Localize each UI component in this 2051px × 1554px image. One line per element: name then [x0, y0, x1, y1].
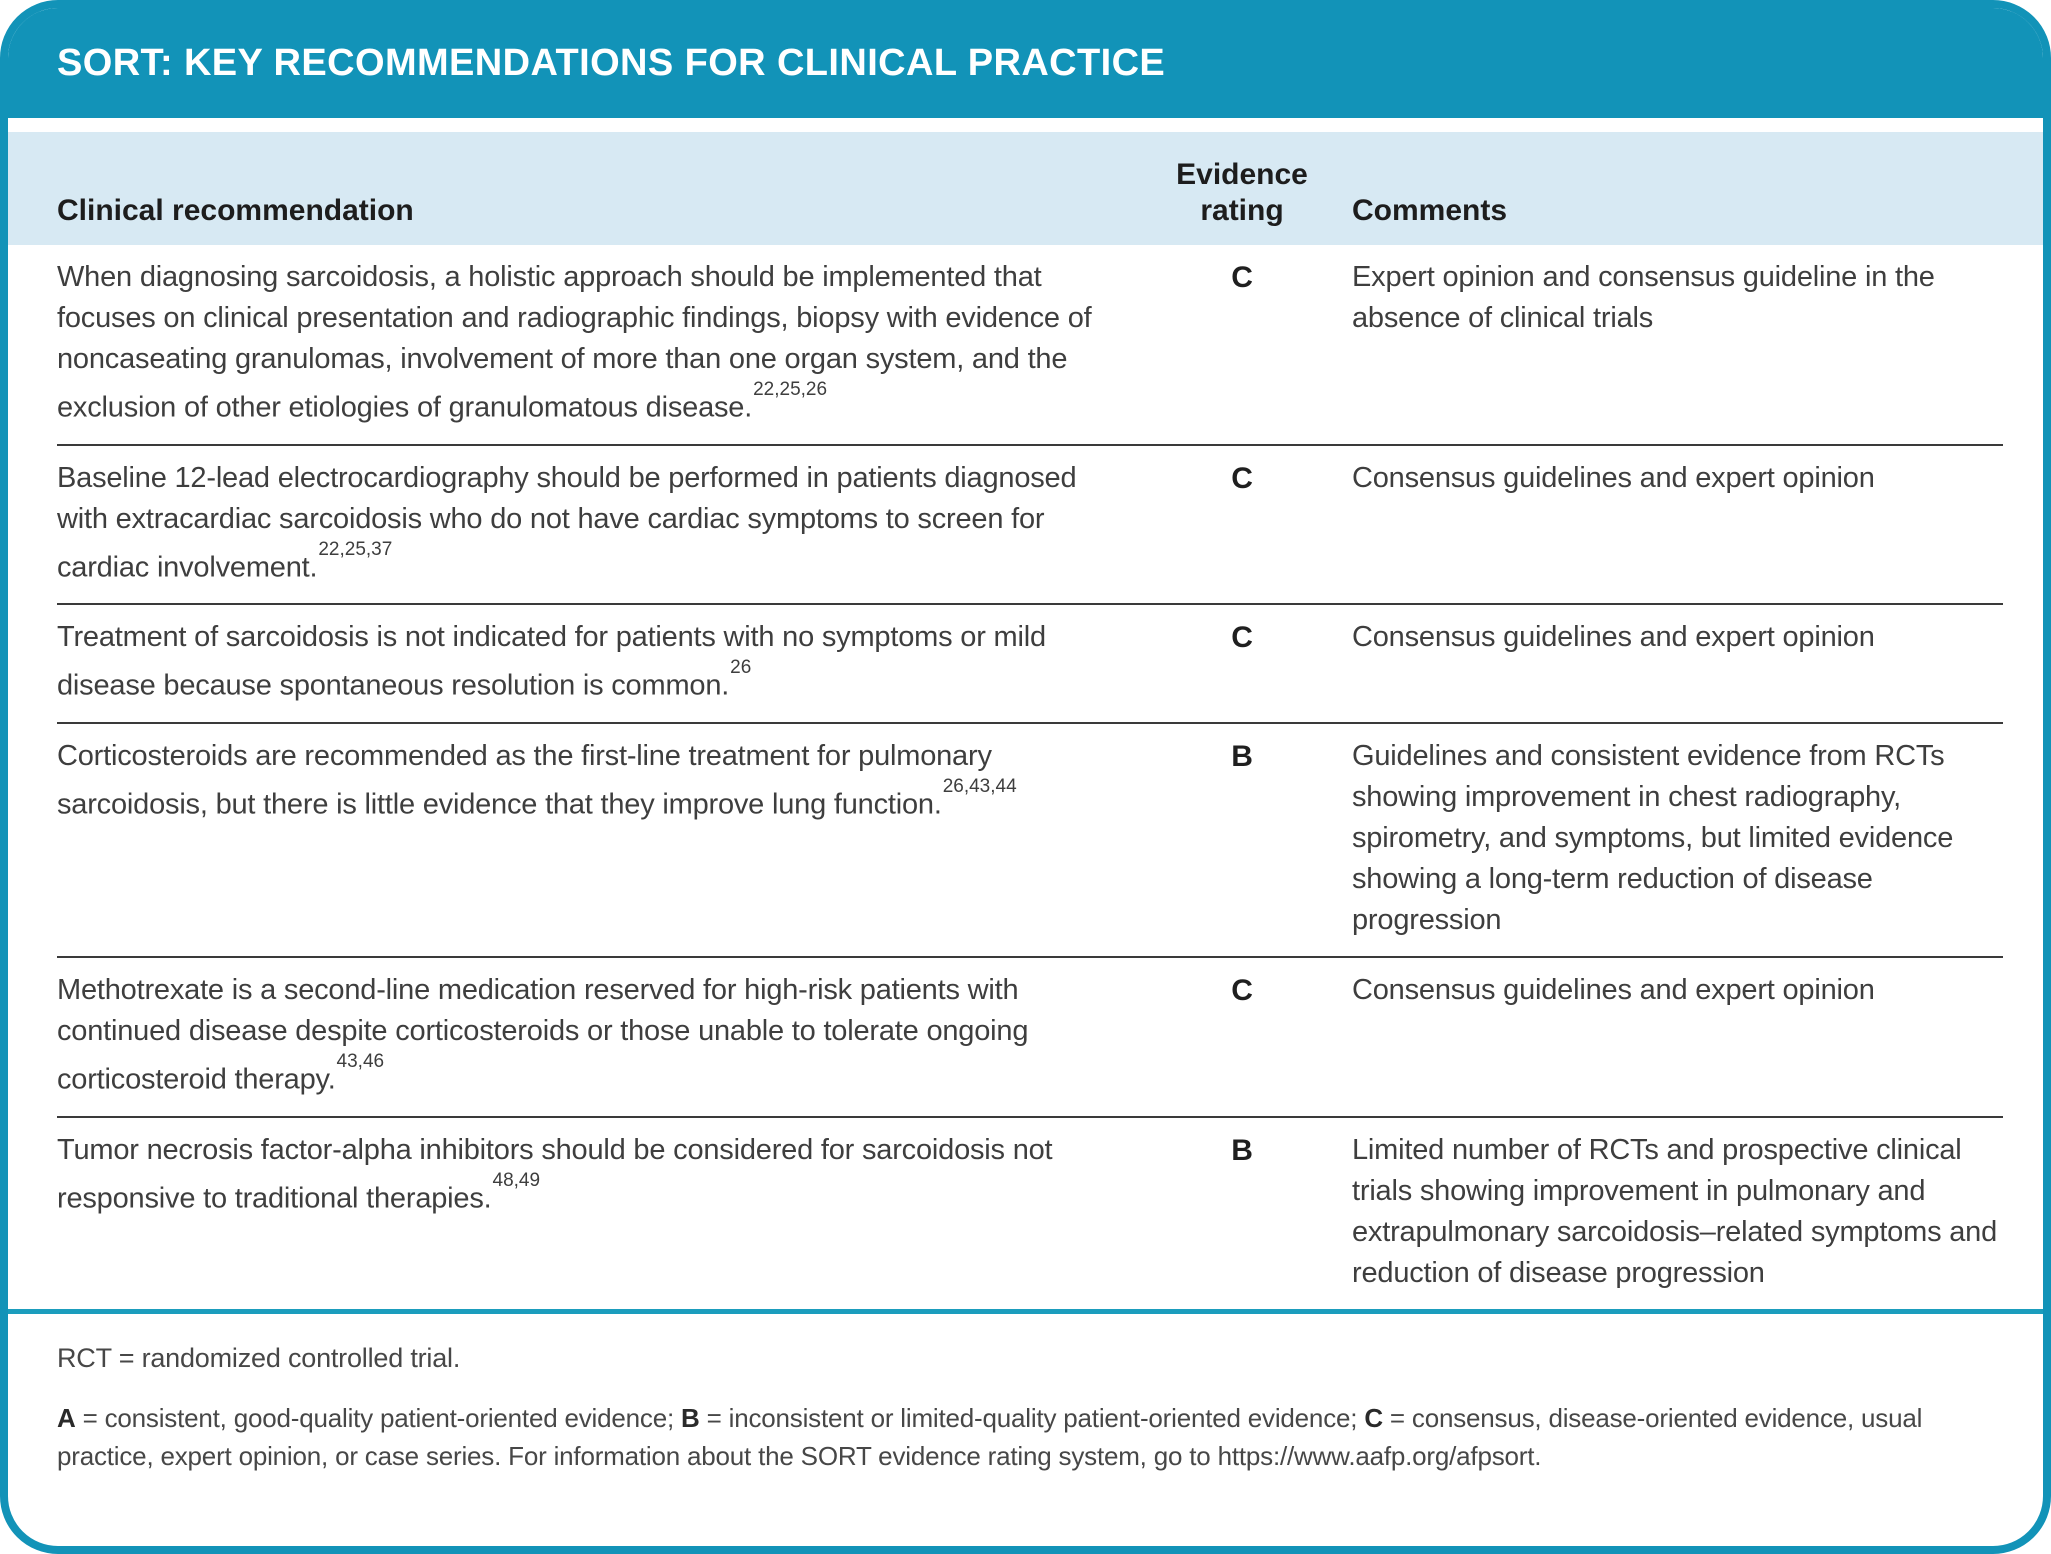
column-header-clinical-recommendation: Clinical recommendation	[57, 194, 414, 227]
reference-superscript: 22,25,37	[318, 538, 393, 560]
evidence-rating-header-line2: rating	[1200, 194, 1284, 227]
table-row	[57, 444, 2003, 604]
recommendation-cell	[57, 257, 1132, 429]
recommendation-text: Tumor necrosis factor-alpha inhibitors should be considered for sarcoidosis not responsive to traditional therapies.	[57, 1133, 1053, 1215]
recommendation-text: Treatment of sarcoidosis is not indicated for patients with no symptoms or mild disease because spontaneous resolution is common.	[57, 621, 1046, 702]
recommendation-cell	[57, 617, 1132, 707]
recommendation-cell	[57, 1130, 1132, 1294]
footnotes	[8, 1314, 2043, 1475]
reference-superscript: 26,43,44	[942, 775, 1017, 797]
column-header-comments: Comments	[1352, 194, 1508, 227]
evidence-rating-value: C	[1231, 621, 1253, 655]
reference-superscript: 22,25,26	[753, 379, 828, 400]
recommendation-text: Corticosteroids are recommended as the first-line treatment for pulmonary sarcoidosis, but there is little evidence that they improve lung function.	[57, 739, 992, 821]
recommendation-cell	[57, 970, 1132, 1101]
evidence-rating-value: C	[1231, 461, 1253, 495]
evidence-rating-value: C	[1231, 973, 1253, 1007]
reference-superscript: 48,49	[492, 1169, 541, 1191]
abbreviation-note: RCT = randomized controlled trial.	[57, 1342, 461, 1373]
table-row	[57, 1116, 2003, 1309]
table-title: SORT: KEY RECOMMENDATIONS FOR CLINICAL PRACTICE	[57, 41, 1166, 84]
comment-text: Consensus guidelines and expert opinion	[1352, 461, 1875, 494]
sort-legend: A = consistent, good-quality patient-oriented evidence; B = inconsistent or limited-quality patient-oriented evidence; C = consensus, disease-oriented evidence, usual practice, expert opinion, or case series. For information about the SORT evidence rating system, go to https://www.aafp.org/afpsort.	[57, 1402, 1923, 1471]
table-row	[57, 956, 2003, 1116]
table-row	[57, 603, 2003, 722]
column-header-row	[8, 132, 2043, 245]
comment-text: Guidelines and consistent evidence from RCTs showing improvement in chest radiography, spirometry, and symptoms, but limited evidence showing a long-term reduction of disease progression	[1352, 739, 1954, 936]
evidence-rating-header-line1: Evidence	[1176, 158, 1308, 191]
comment-text: Consensus guidelines and expert opinion	[1352, 621, 1875, 654]
recommendation-cell	[57, 458, 1132, 589]
table-title-bar	[8, 8, 2043, 118]
table-row	[57, 245, 2003, 444]
reference-superscript: 26	[730, 657, 752, 679]
evidence-rating-value: B	[1231, 1133, 1253, 1167]
comment-text: Consensus guidelines and expert opinion	[1352, 973, 1875, 1006]
comment-text: Expert opinion and consensus guideline in the absence of clinical trials	[1352, 261, 1935, 334]
evidence-rating-value: B	[1231, 739, 1253, 773]
column-header-evidence-rating	[1132, 157, 1352, 229]
recommendation-text: Methotrexate is a second-line medication reserved for high-risk patients with continued disease despite corticosteroids or those unable to tolerate ongoing corticosteroid therapy.	[57, 973, 1029, 1096]
recommendation-text: When diagnosing sarcoidosis, a holistic approach should be implemented that focuses on clinical presentation and radiographic findings, biopsy with evidence of noncaseating granulomas, involvement of more than one organ system, and the exclusion of other etiologies of granulomatous disease.	[57, 261, 1092, 424]
reference-superscript: 43,46	[336, 1050, 385, 1072]
recommendation-cell	[57, 736, 1132, 941]
evidence-rating-value: C	[1231, 261, 1253, 294]
table-row	[57, 722, 2003, 956]
table-body	[8, 245, 2043, 1314]
comment-text: Limited number of RCTs and prospective clinical trials showing improvement in pulmonary and extrapulmonary sarcoidosis–related symptoms and reduction of disease progression	[1352, 1133, 1998, 1289]
recommendation-text: Baseline 12-lead electrocardiography should be performed in patients diagnosed with extracardiac sarcoidosis who do not have cardiac symptoms to screen for cardiac involvement.	[57, 461, 1077, 584]
